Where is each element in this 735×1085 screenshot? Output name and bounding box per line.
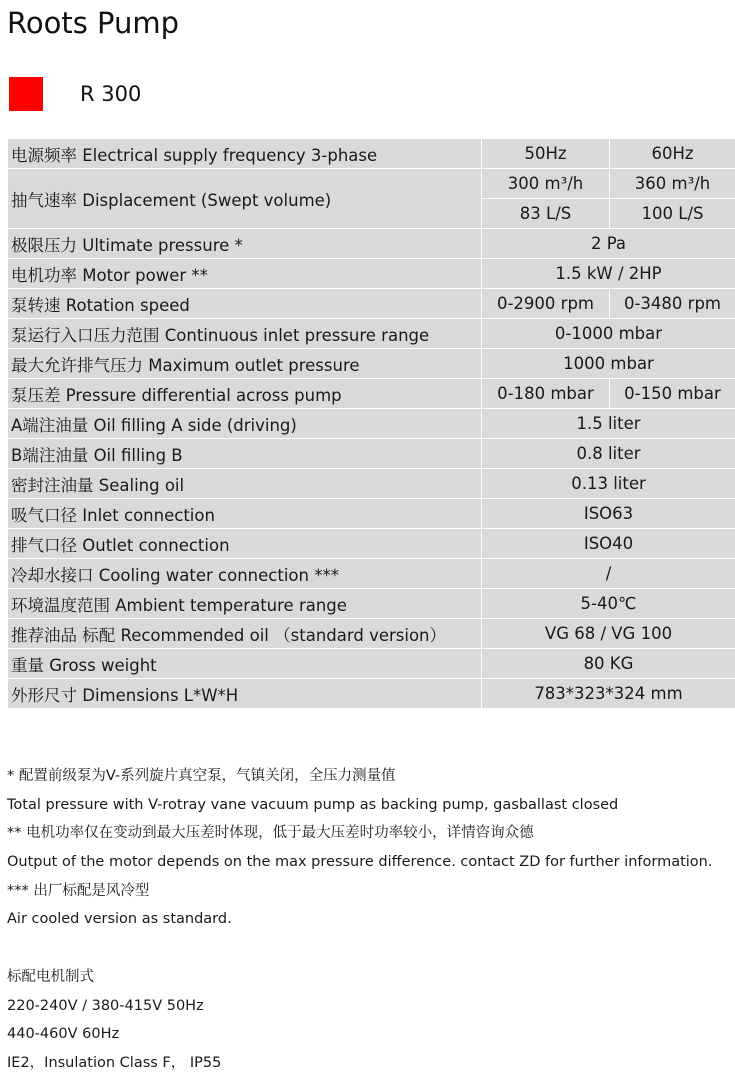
row-label: 极限压力 Ultimate pressure * xyxy=(8,229,482,259)
row-value-60hz: 0-3480 rpm xyxy=(610,289,735,319)
row-label: 泵压差 Pressure differential across pump xyxy=(8,379,482,409)
motor-standard-line: 220-240V / 380-415V 50Hz xyxy=(7,997,204,1014)
row-value: ISO40 xyxy=(482,529,735,559)
note-line: Total pressure with V-rotray vane vacuum pump as backing pump, gasballast closed xyxy=(7,796,619,813)
motor-standard-heading: 标配电机制式 xyxy=(7,968,94,985)
table-row xyxy=(8,259,735,289)
displacement-ls-60: 100 L/S xyxy=(610,199,735,229)
table-row xyxy=(8,319,735,349)
row-label: 冷却水接口 Cooling water connection *** xyxy=(8,559,482,589)
row-label: A端注油量 Oil filling A side (driving) xyxy=(8,409,482,439)
table-row xyxy=(8,229,735,259)
model-color-swatch xyxy=(9,77,43,111)
row-label-frequency: 电源频率 Electrical supply frequency 3-phase xyxy=(8,139,482,169)
row-label: 泵运行入口压力范围 Continuous inlet pressure range xyxy=(8,319,482,349)
row-label: B端注油量 Oil filling B xyxy=(8,439,482,469)
note-line: *** 出厂标配是风冷型 xyxy=(7,882,150,899)
row-value: 1000 mbar xyxy=(482,349,735,379)
table-row xyxy=(8,619,735,649)
notes-section xyxy=(7,762,733,1078)
row-value-50hz: 0-180 mbar xyxy=(482,379,610,409)
note-line: ** 电机功率仅在变动到最大压差时体现，低于最大压差时功率较小，详情咨询众德 xyxy=(7,825,534,842)
row-value: 80 KG xyxy=(482,649,735,679)
row-label: 吸气口径 Inlet connection xyxy=(8,499,482,529)
row-value-50hz: 0-2900 rpm xyxy=(482,289,610,319)
frequency-50hz: 50Hz xyxy=(482,139,610,169)
table-row xyxy=(8,139,735,169)
table-row xyxy=(8,409,735,439)
table-row xyxy=(8,439,735,469)
row-value: 0.8 liter xyxy=(482,439,735,469)
table-row xyxy=(8,469,735,499)
row-label: 环境温度范围 Ambient temperature range xyxy=(8,589,482,619)
row-value: 5-40℃ xyxy=(482,589,735,619)
table-row xyxy=(8,379,735,409)
row-label-displacement: 抽气速率 Displacement (Swept volume) xyxy=(8,169,482,229)
spec-table xyxy=(7,138,735,709)
row-value-60hz: 0-150 mbar xyxy=(610,379,735,409)
page-title: Roots Pump xyxy=(7,6,180,40)
displacement-ls-50: 83 L/S xyxy=(482,199,610,229)
row-label: 密封注油量 Sealing oil xyxy=(8,469,482,499)
spacer xyxy=(7,934,733,963)
model-name: R 300 xyxy=(80,82,142,106)
row-value: / xyxy=(482,559,735,589)
row-value: 783*323*324 mm xyxy=(482,679,735,709)
row-label: 最大允许排气压力 Maximum outlet pressure xyxy=(8,349,482,379)
row-label: 重量 Gross weight xyxy=(8,649,482,679)
row-value: 1.5 kW / 2HP xyxy=(482,259,735,289)
row-value: 0.13 liter xyxy=(482,469,735,499)
table-row xyxy=(8,349,735,379)
row-label: 外形尺寸 Dimensions L*W*H xyxy=(8,679,482,709)
table-row xyxy=(8,169,735,199)
displacement-m3h-50: 300 m³/h xyxy=(482,169,610,199)
table-row xyxy=(8,499,735,529)
row-label: 排气口径 Outlet connection xyxy=(8,529,482,559)
row-label: 泵转速 Rotation speed xyxy=(8,289,482,319)
note-line: * 配置前级泵为V-系列旋片真空泵，气镇关闭，全压力测量值 xyxy=(7,768,396,784)
motor-standard-line: 440-460V 60Hz xyxy=(7,1026,120,1043)
row-label: 电机功率 Motor power ** xyxy=(8,259,482,289)
frequency-60hz: 60Hz xyxy=(610,139,735,169)
row-value: ISO63 xyxy=(482,499,735,529)
table-row xyxy=(8,589,735,619)
note-line: Air cooled version as standard. xyxy=(7,911,232,928)
row-value: 0-1000 mbar xyxy=(482,319,735,349)
note-line: Output of the motor depends on the max pressure difference. contact ZD for further information. xyxy=(7,854,713,871)
table-row xyxy=(8,649,735,679)
table-row xyxy=(8,529,735,559)
row-value: 2 Pa xyxy=(482,229,735,259)
displacement-m3h-60: 360 m³/h xyxy=(610,169,735,199)
table-row xyxy=(8,679,735,709)
row-value: VG 68 / VG 100 xyxy=(482,619,735,649)
motor-standard-line: IE2，Insulation Class F， IP55 xyxy=(7,1054,222,1071)
table-row xyxy=(8,559,735,589)
table-row xyxy=(8,289,735,319)
spec-table-body xyxy=(8,139,735,709)
row-label: 推荐油品 标配 Recommended oil （standard version） xyxy=(8,619,482,649)
row-value: 1.5 liter xyxy=(482,409,735,439)
